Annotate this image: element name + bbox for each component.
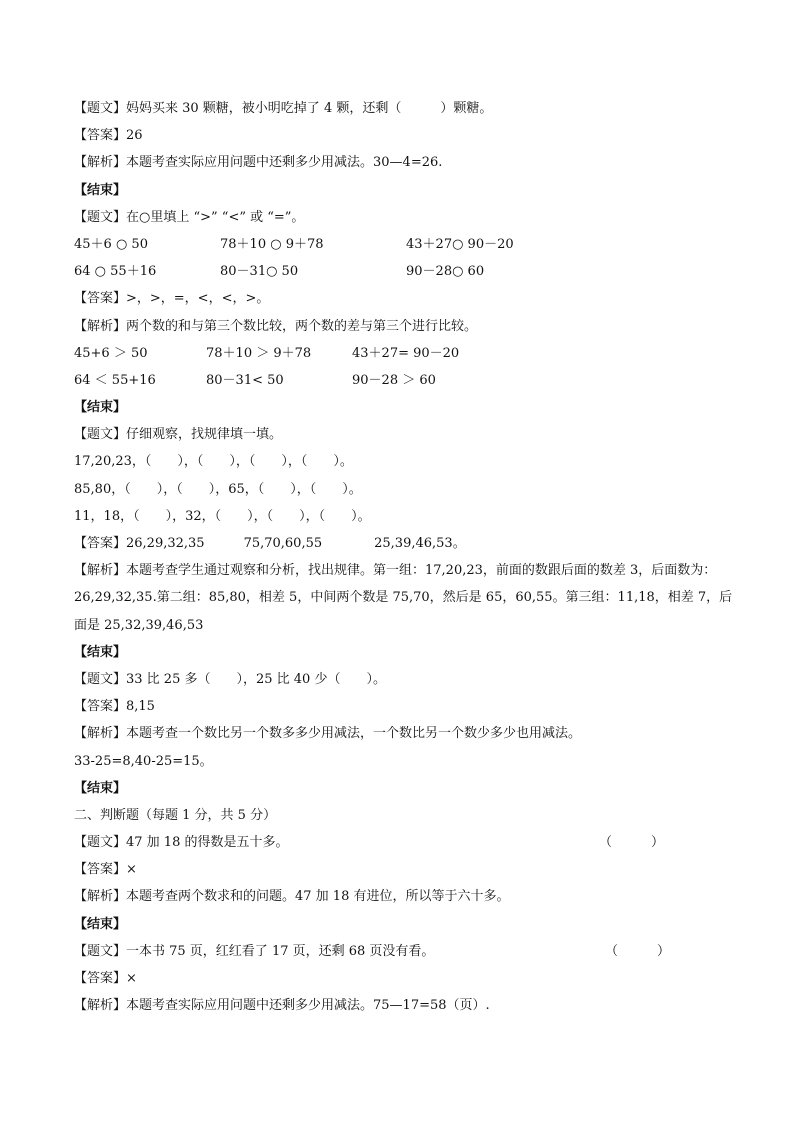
section-2-heading: 二、判断题（每题 1 分，共 5 分） <box>74 807 277 823</box>
q3-sequence-1: 17,20,23，（ ），（ ），（ ），（ ）。 <box>74 454 353 470</box>
q3-answer: 【答案】26,29,32,35 75,70,60,55 25,39,46,53。 <box>74 536 466 551</box>
q2-row-1 <box>74 231 734 258</box>
q4-answer: 【答案】8,15 <box>74 699 155 715</box>
q2-row1-item: 45＋6 ○ 50 <box>74 236 148 252</box>
q5-answer: 【答案】× <box>74 862 137 878</box>
q6-stem: 【题文】一本书 75 页，红红看了 17 页，还剩 68 页没有看。 <box>74 943 435 959</box>
q5-analysis: 【解析】本题考查两个数求和的问题。47 加 18 有进位，所以等于六十多。 <box>74 889 510 905</box>
q3-sequence-3: 11，18，（ ），32，（ ），（ ），（ ）。 <box>74 508 371 524</box>
q4-calculation: 33-25=8,40-25=15。 <box>74 753 213 769</box>
document-page <box>74 95 734 1019</box>
q4-stem: 【题文】33 比 25 多（ ），25 比 40 少（ ）。 <box>74 671 386 687</box>
q1-analysis: 【解析】本题考查实际应用问题中还剩多少用减法。30—4=26. <box>74 155 443 171</box>
q2-sol1-item: 45+6 ＞ 50 <box>74 345 148 361</box>
q2-solution-row-1 <box>74 340 734 367</box>
q2-row2-item: 80－31○ 50 <box>220 264 299 280</box>
q2-analysis: 【解析】两个数的和与第三个数比较，两个数的差与第三个进行比较。 <box>74 318 478 334</box>
q3-stem: 【题文】仔细观察，找规律填一填。 <box>74 427 283 443</box>
q2-row-2 <box>74 258 734 285</box>
q2-stem: 【题文】在○里填上 “>” “<” 或 “=”。 <box>74 209 305 225</box>
q2-sol2-item: 64 ＜ 55+16 <box>74 372 156 388</box>
q2-row2-item: 64 ○ 55＋16 <box>74 264 157 280</box>
q2-sol2-item: 90－28 ＞ 60 <box>352 372 436 388</box>
q2-sol1-item: 43＋27= 90－20 <box>352 345 460 361</box>
q4-end: 【结束】 <box>74 780 127 796</box>
q6-analysis: 【解析】本题考查实际应用问题中还剩多少用减法。75—17=58（页）. <box>74 998 490 1014</box>
q4-analysis: 【解析】本题考查一个数比另一个数多多少用减法，一个数比另一个数少多少也用减法。 <box>74 726 582 742</box>
q2-row1-item: 78＋10 ○ 9＋78 <box>220 236 324 252</box>
q3-end: 【结束】 <box>74 644 127 660</box>
q1-end: 【结束】 <box>74 182 127 198</box>
q2-sol2-item: 80－31< 50 <box>206 372 284 388</box>
q5-stem-row <box>74 829 664 856</box>
q3-sequence-2: 85,80，（ ），（ ），65，（ ），（ ）。 <box>74 481 362 497</box>
q2-end: 【结束】 <box>74 400 127 416</box>
q6-answer: 【答案】× <box>74 971 137 987</box>
q5-end: 【结束】 <box>74 916 127 932</box>
q2-solution-row-2 <box>74 367 734 394</box>
q1-stem: 【题文】妈妈买来 30 颗糖，被小明吃掉了 4 颗，还剩（ ）颗糖。 <box>74 101 493 116</box>
q6-stem-row <box>74 938 670 965</box>
q2-answer: 【答案】>，>，=，<，<，>。 <box>74 291 270 307</box>
q3-analysis: 【解析】本题考查学生通过观察和分析，找出规律。第一组：17,20,23，前面的数跟后面的数差 3，后面数为：26,29,32,35.第二组：85,80，相差 5，中间两个数是 75,70，然后是 65，60,55。第三组：11,18，相差 7，后面是 25,32,39,46,53 <box>74 563 733 633</box>
q6-answer-parens: （ ） <box>604 943 670 959</box>
q2-sol1-item: 78＋10 ＞ 9＋78 <box>206 345 312 361</box>
q1-answer: 【答案】26 <box>74 128 143 144</box>
q5-answer-parens: （ ） <box>598 835 664 851</box>
q5-stem: 【题文】47 加 18 的得数是五十多。 <box>74 835 289 851</box>
q2-row2-item: 90－28○ 60 <box>406 264 485 280</box>
q2-row1-item: 43＋27○ 90－20 <box>406 236 514 252</box>
